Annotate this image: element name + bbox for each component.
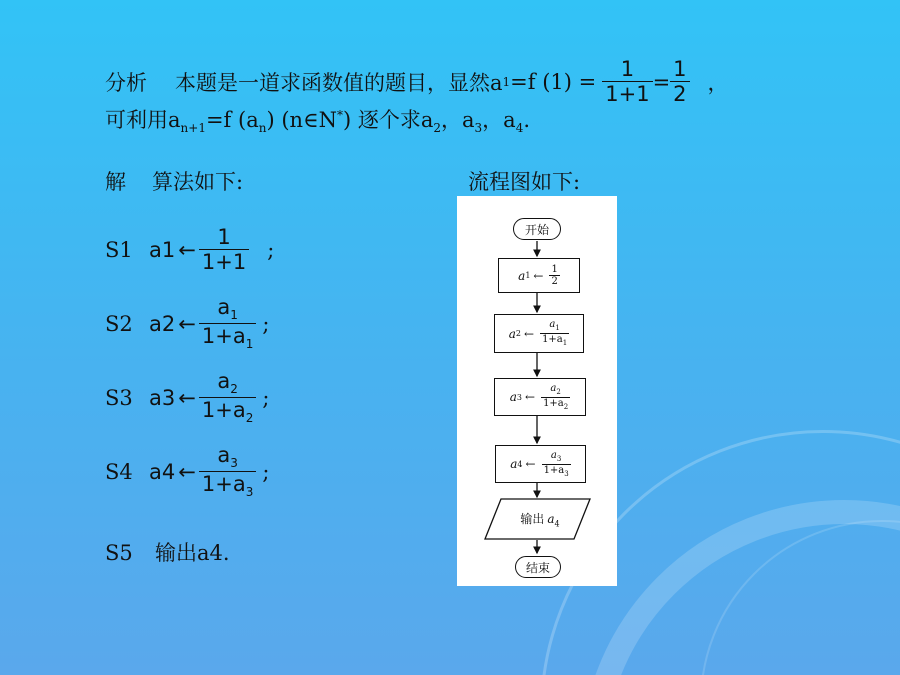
fraction <box>542 450 571 478</box>
subscript: 4 <box>161 460 176 484</box>
denominator-text: 1+a <box>543 464 565 476</box>
fraction-denominator <box>542 464 571 479</box>
end-terminal: 结束 <box>515 556 561 578</box>
fraction-numerator <box>547 319 561 333</box>
analysis-text: 可利用a <box>105 108 181 132</box>
step-text: 输出a4. <box>155 541 230 565</box>
solution-heading <box>105 166 243 196</box>
analysis-text: =f (1) = <box>510 70 597 95</box>
semicolon: ; <box>267 238 275 262</box>
denominator-text: 1+a <box>201 323 246 348</box>
assign-arrow: ← <box>525 390 536 404</box>
subscript: 1 <box>525 271 531 280</box>
analysis-line-2 <box>105 104 530 135</box>
step-id: S5 <box>105 541 133 565</box>
semicolon: ; <box>262 386 270 410</box>
box-variable: a <box>508 326 516 341</box>
subscript: 3 <box>245 484 254 499</box>
subscript: 4 <box>554 519 560 529</box>
fraction-numerator <box>214 444 241 470</box>
subscript: 3 <box>556 454 562 463</box>
subscript: 4 <box>517 459 523 469</box>
numerator-text: a <box>550 382 557 394</box>
subscript: 1 <box>245 336 254 351</box>
analysis-text: . <box>523 108 531 132</box>
fraction-numerator: 1 <box>620 57 635 81</box>
fraction-denominator <box>540 333 569 348</box>
equals-sign: = <box>652 70 671 95</box>
subscript: 1 <box>555 324 560 333</box>
assign-arrow: ← <box>533 268 544 283</box>
fraction <box>199 444 256 499</box>
fraction-numerator: 1 <box>673 57 687 81</box>
superscript: * <box>336 108 343 122</box>
solution-label: 解 <box>105 170 126 194</box>
fraction <box>541 383 570 411</box>
analysis-text: =f (a <box>205 108 259 132</box>
subscript: 3 <box>564 469 569 478</box>
denominator-text: 1+a <box>201 471 246 496</box>
assign-arrow: ← <box>525 457 536 471</box>
step-id: S2 <box>105 312 133 336</box>
subscript: 4 <box>515 121 524 136</box>
output-variable: a <box>547 512 555 526</box>
step-variable: a <box>149 386 162 410</box>
step-s3 <box>105 368 269 428</box>
subscript: 2 <box>433 121 441 136</box>
step-variable: a <box>149 460 162 484</box>
fraction-numerator: 1 <box>551 264 558 275</box>
numerator-text: a <box>217 369 231 394</box>
output-label <box>505 510 575 528</box>
numerator-text: a <box>549 319 556 331</box>
fraction-denominator: 2 <box>670 81 689 106</box>
subscript: 2 <box>161 312 176 336</box>
semicolon: ; <box>262 312 270 336</box>
fraction-denominator <box>199 471 256 500</box>
fraction <box>602 58 652 106</box>
numerator-text: a <box>217 443 231 468</box>
solution-heading-text: 算法如下: <box>152 170 244 194</box>
fraction-numerator <box>549 450 563 464</box>
subscript: 1 <box>161 238 176 262</box>
subscript: 3 <box>474 121 483 136</box>
fraction-denominator: 1+1 <box>199 249 249 274</box>
fraction-numerator <box>548 383 562 397</box>
subscript: 1 <box>230 308 238 323</box>
flow-box-1 <box>498 258 580 293</box>
box-variable: a <box>518 268 526 283</box>
fraction-denominator: 2 <box>551 276 558 287</box>
flowchart <box>457 196 617 586</box>
subscript: n+1 <box>180 121 206 136</box>
numerator-text: a <box>217 295 231 320</box>
analysis-label: 分析 <box>105 71 147 96</box>
step-variable: a <box>149 238 162 262</box>
flow-box-2 <box>494 314 584 353</box>
denominator-text: 1+a <box>201 397 246 422</box>
step-s1 <box>105 222 274 278</box>
denominator-text: 1+a <box>542 334 563 345</box>
fraction <box>199 370 256 425</box>
step-id: S4 <box>105 460 133 484</box>
fraction-numerator: 1 <box>217 224 231 249</box>
step-s2 <box>105 294 269 354</box>
fraction-denominator <box>199 323 256 352</box>
subscript: 2 <box>515 329 521 338</box>
denominator-text: 1+a <box>543 397 564 409</box>
subscript: 2 <box>563 402 569 411</box>
analysis-text: ，a <box>482 108 516 132</box>
fraction-numerator <box>214 296 241 322</box>
step-variable: a <box>149 312 162 336</box>
subscript: 1 <box>502 75 511 90</box>
assign-arrow: ← <box>178 460 196 484</box>
step-id: S3 <box>105 386 133 410</box>
numerator-text: a <box>550 449 557 461</box>
analysis-text: ，a <box>441 108 475 132</box>
step-id: S1 <box>105 238 133 262</box>
fraction <box>670 58 689 106</box>
flow-box-3 <box>494 378 586 416</box>
fraction <box>540 319 569 347</box>
fraction-denominator: 1+1 <box>602 81 652 106</box>
subscript: 3 <box>230 456 238 471</box>
assign-arrow: ← <box>178 312 196 336</box>
analysis-line-1 <box>105 58 729 106</box>
subscript: 3 <box>161 386 176 410</box>
analysis-text: ) (n∈N <box>266 108 337 132</box>
fraction <box>199 226 249 274</box>
subscript: 2 <box>230 382 238 397</box>
assign-arrow: ← <box>524 326 535 341</box>
flowchart-heading: 流程图如下: <box>468 170 581 194</box>
assign-arrow: ← <box>178 386 196 410</box>
analysis-text: ) 逐个求a <box>342 108 434 132</box>
subscript: 2 <box>245 410 254 425</box>
output-text: 输出 <box>520 512 545 526</box>
start-terminal: 开始 <box>513 218 561 240</box>
box-variable: a <box>509 390 517 404</box>
semicolon: ; <box>262 460 270 484</box>
flow-box-4 <box>495 445 586 483</box>
fraction-denominator <box>199 397 256 426</box>
subscript: 1 <box>562 339 568 347</box>
fraction <box>549 264 559 287</box>
subscript: 3 <box>516 392 522 402</box>
fraction <box>199 296 256 351</box>
punctuation: ， <box>707 71 729 96</box>
subscript: 2 <box>556 387 561 396</box>
fraction-denominator <box>541 397 570 412</box>
analysis-text: 本题是一道求函数值的题目，显然a <box>175 71 503 96</box>
box-variable: a <box>510 457 518 471</box>
step-s4 <box>105 442 269 502</box>
assign-arrow: ← <box>178 238 196 262</box>
subscript: n <box>258 121 267 136</box>
step-s5 <box>105 537 230 567</box>
fraction-numerator <box>214 370 241 396</box>
